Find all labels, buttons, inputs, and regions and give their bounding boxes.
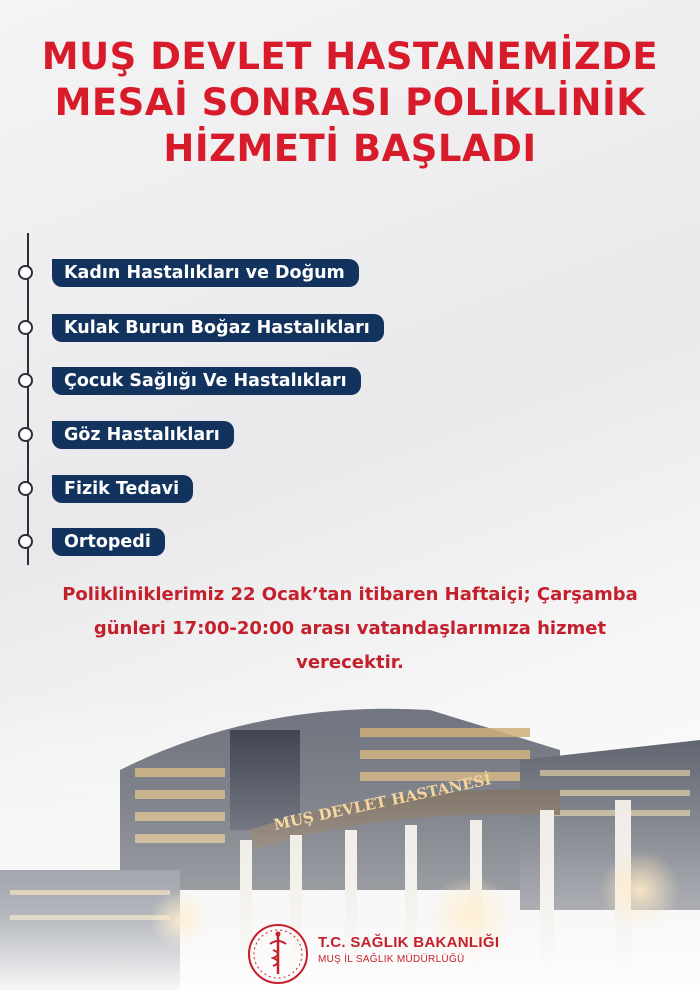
- directorate-name: MUŞ İL SAĞLIK MÜDÜRLÜĞÜ: [318, 954, 465, 965]
- bullet-circle-icon: [18, 265, 33, 280]
- headline-line-2: MESAİ SONRASI POLİKLİNİK: [54, 81, 646, 124]
- bullet-circle-icon: [18, 534, 33, 549]
- bullet-circle-icon: [18, 481, 33, 496]
- headline-line-3: HİZMETİ BAŞLADI: [163, 127, 537, 170]
- clinic-label: Fizik Tedavi: [52, 475, 193, 503]
- notice-line-2: günleri 17:00-20:00 arası vatandaşlarımıza hizmet: [93, 618, 607, 639]
- timeline-line: [27, 233, 29, 565]
- bullet-circle-icon: [18, 320, 33, 335]
- ministry-text: [318, 934, 499, 965]
- bullet-circle-icon: [18, 373, 33, 388]
- bullet-circle-icon: [18, 427, 33, 442]
- ministry-name: T.C. SAĞLIK BAKANLIĞI: [318, 934, 500, 951]
- clinic-label: Göz Hastalıkları: [52, 421, 234, 449]
- headline: [0, 34, 700, 172]
- clinic-label: Ortopedi: [52, 528, 165, 556]
- clinic-label: Kulak Burun Boğaz Hastalıkları: [52, 314, 384, 342]
- headline-line-1: MUŞ DEVLET HASTANEMİZDE: [41, 35, 659, 78]
- ministry-logo-icon: [246, 922, 310, 986]
- clinic-label: Kadın Hastalıkları ve Doğum: [52, 259, 359, 287]
- clinic-label: Çocuk Sağlığı Ve Hastalıkları: [52, 367, 361, 395]
- notice-line-3: verecektir.: [296, 652, 404, 673]
- schedule-notice: [0, 578, 700, 680]
- notice-line-1: Polikliniklerimiz 22 Ocak’tan itibaren Haftaiçi; Çarşamba: [62, 584, 638, 605]
